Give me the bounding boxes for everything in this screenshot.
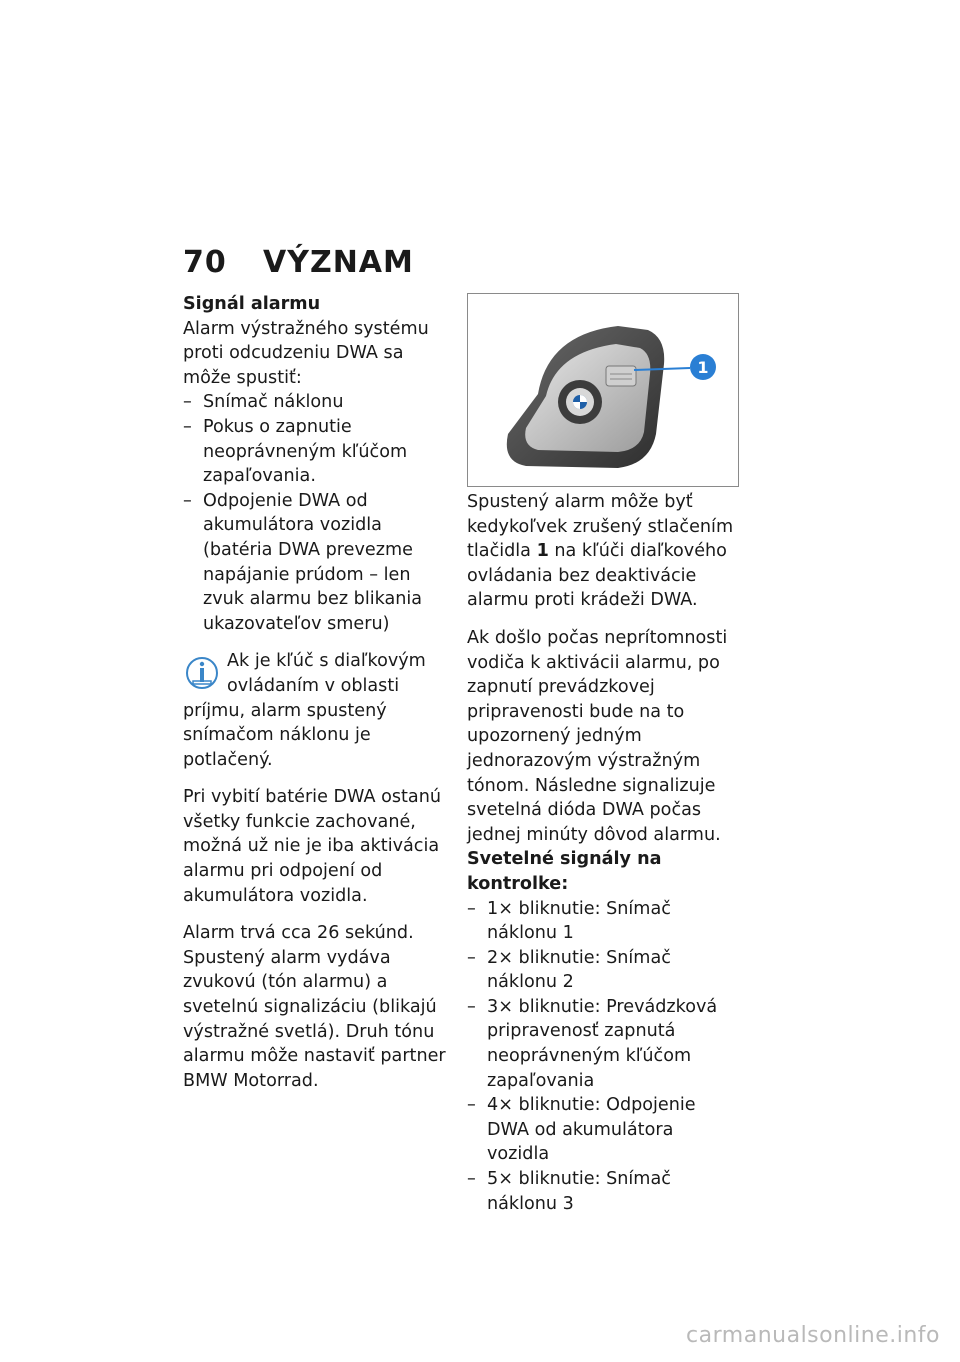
key-figure (467, 293, 739, 487)
absence-paragraph: Ak došlo počas neprítomnosti vodiča k aktivácii alarmu, po zapnutí prevádzkovej pripravenosti bude na to upozornený jedným jednorazovým výstražným tónom. Následne signalizuje svetelná dióda DWA počas jednej minúty dôvod alarmu. (467, 627, 728, 845)
left-column (183, 292, 451, 1106)
list-item: – 1× bliknutie: Snímač náklonu 1 (467, 897, 739, 946)
watermark: carmanualsonline.info (686, 1323, 940, 1348)
cancel-paragraph (467, 490, 739, 613)
cancel-text-after: na kľúči diaľkového ovládania bez deaktivácie alarmu proti krádeži DWA. (467, 541, 727, 611)
note-text: Ak je kľúč s diaľkovým ovládaním v oblasti príjmu, alarm spustený snímačom náklonu je potlačený. (183, 651, 426, 770)
battery-paragraph: Pri vybití batérie DWA ostanú všetky funkcie zachované, možná už nie je iba aktivácia alarmu pri odpojení od akumulátora vozidla. (183, 787, 442, 906)
section-heading: Signál alarmu (183, 294, 321, 314)
trigger-list (183, 390, 451, 636)
signals-heading: Svetelné signály na kontrolke: (467, 849, 662, 894)
signals-list (467, 897, 739, 1217)
list-item: – 4× bliknutie: Odpojenie DWA od akumulátora vozidla (467, 1093, 739, 1167)
note-block (183, 649, 451, 772)
list-item: – 2× bliknutie: Snímač náklonu 2 (467, 946, 739, 995)
info-note-icon (183, 651, 221, 695)
intro-paragraph: Alarm výstražného systému proti odcudzeniu DWA sa môže spustiť: (183, 318, 429, 388)
page-header (183, 245, 414, 280)
list-item: – 3× bliknutie: Prevádzková pripravenosť zapnutá neoprávneným kľúčom zapaľovania (467, 995, 739, 1093)
list-item: – 5× bliknutie: Snímač náklonu 3 (467, 1167, 739, 1216)
list-item: – Pokus o zapnutie neoprávneným kľúčom zapaľovania. (183, 415, 451, 489)
cancel-text-before: Spustený alarm môže byť kedykoľvek zrušený stlačením tlačidla (467, 492, 734, 562)
list-item: – Snímač náklonu (183, 390, 451, 415)
callout-label: 1 (697, 358, 709, 377)
chapter-title: VÝZNAM (263, 245, 414, 280)
button-reference: 1 (536, 541, 549, 562)
list-item: – Odpojenie DWA od akumulátora vozidla (batéria DWA prevezme napájanie prúdom – len zvuk alarmu bez blikania ukazovateľov smeru) (183, 489, 451, 637)
page-number: 70 (183, 245, 227, 280)
duration-paragraph: Alarm trvá cca 26 sekúnd. Spustený alarm vydáva zvukovú (tón alarmu) a svetelnú signalizáciu (blikajú výstražné svetlá). Druh tónu alarmu môže nastaviť partner BMW Motorrad. (183, 923, 446, 1091)
right-column (467, 490, 739, 1229)
remote-key-illustration (468, 294, 738, 486)
